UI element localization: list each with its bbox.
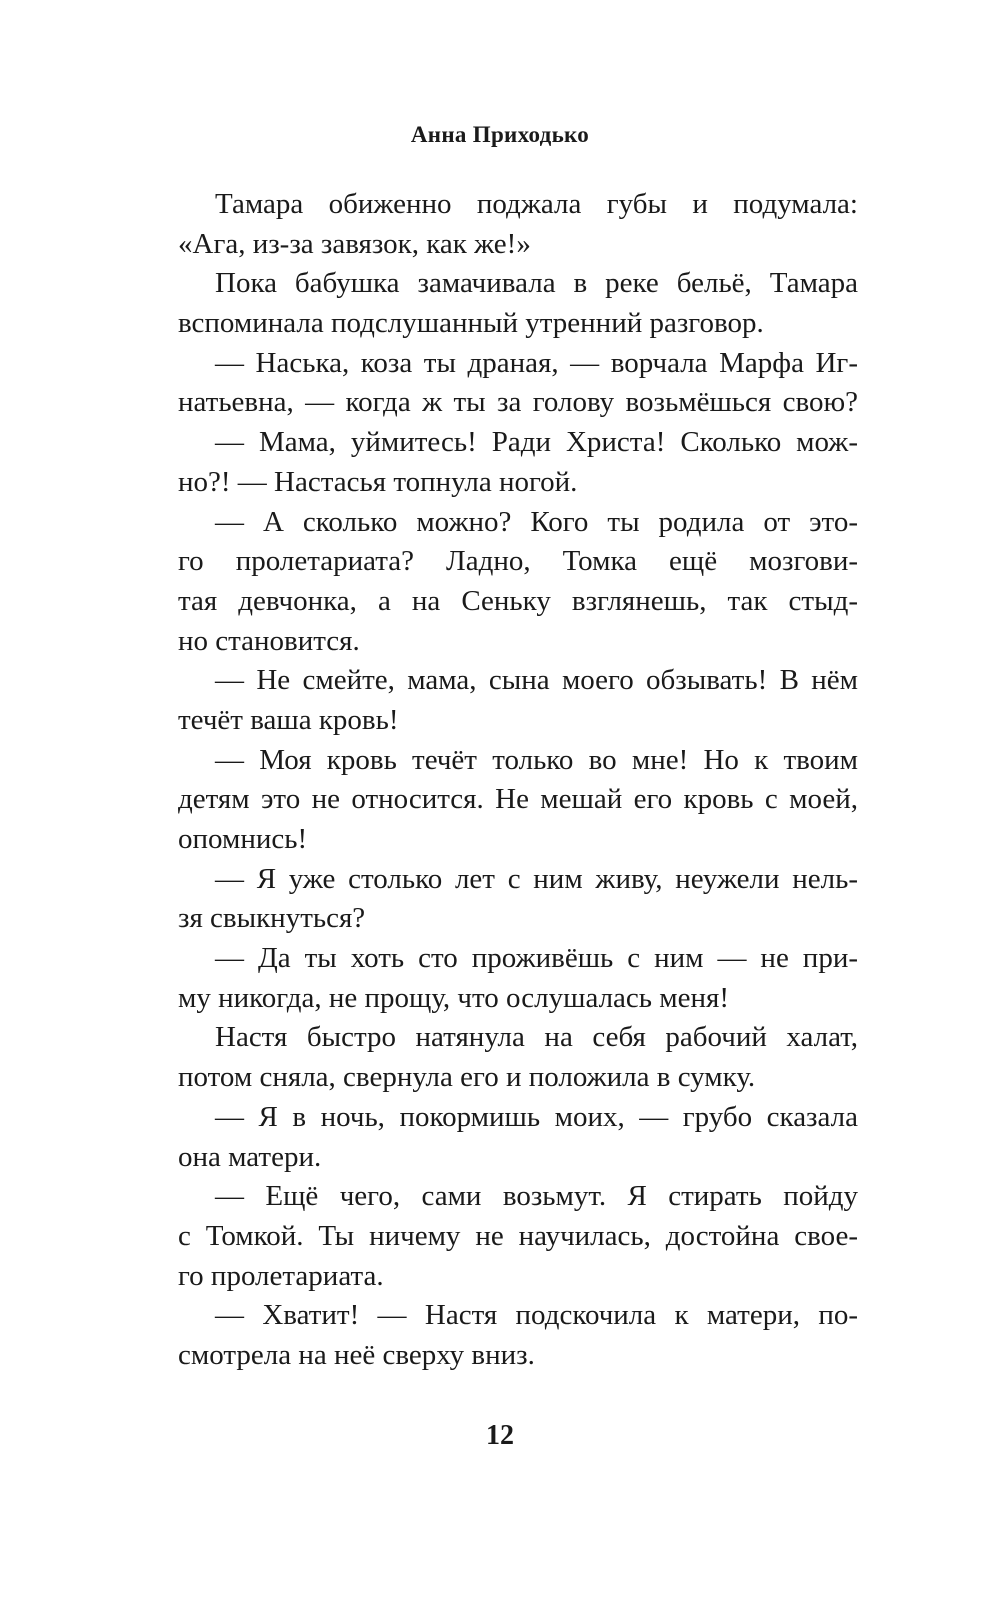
running-header-author: Анна Приходько (410, 122, 590, 147)
text-line: — Я уже столько лет с ним живу, неужели нель- (215, 862, 858, 895)
text-line: «Ага, из-за завязок, как же!» (178, 227, 531, 260)
text-line: го пролетариата. (178, 1259, 384, 1292)
text-line: Пока бабушка замачивала в реке бельё, Тамара (215, 267, 858, 300)
text-line: но становится. (178, 624, 360, 657)
text-line: го пролетариата? Ладно, Томка ещё мозгови- (178, 545, 858, 578)
text-line: тая девчонка, а на Сеньку взглянешь, так стыд- (178, 584, 858, 617)
text-line: — Ещё чего, сами возьмут. Я стирать пойду (215, 1180, 858, 1213)
page-number: 12 (486, 1420, 514, 1451)
text-line: потом сняла, свернула его и положила в сумку. (178, 1061, 756, 1094)
text-line: Настя быстро натянула на себя рабочий халат, (215, 1021, 858, 1054)
text-line: она матери. (178, 1140, 322, 1173)
text-line: с Томкой. Ты ничему не научилась, достойна свое- (178, 1219, 858, 1252)
text-line: — Наська, коза ты драная, — ворчала Марфа Иг- (215, 346, 858, 379)
text-line: му никогда, не прощу, что ослушалась меня! (178, 981, 729, 1014)
text-line: — Я в ночь, покормишь моих, — грубо сказала (215, 1100, 858, 1133)
text-line: детям это не относится. Не мешай его кровь с моей, (178, 783, 858, 816)
page-body-text (178, 185, 858, 1376)
text-line: но?! — Настасья топнула ногой. (178, 465, 578, 498)
text-line: — Хватит! — Настя подскочила к матери, по- (215, 1299, 858, 1332)
text-line: — Мама, уймитесь! Ради Христа! Сколько мож- (215, 426, 858, 459)
text-line: натьевна, — когда ж ты за голову возьмёшься свою? (178, 386, 858, 419)
text-line: смотрела на неё сверху вниз. (178, 1338, 535, 1371)
text-line: опомнись! (178, 823, 308, 855)
text-line: вспоминала подслушанный утренний разговор. (178, 307, 764, 340)
text-line: — Да ты хоть сто проживёшь с ним — не при- (215, 942, 858, 975)
text-line: зя свыкнуться? (178, 902, 366, 935)
text-line: — А сколько можно? Кого ты родила от это- (215, 505, 858, 538)
text-line: — Моя кровь течёт только во мне! Но к твоим (215, 743, 858, 776)
text-line: течёт ваша кровь! (178, 703, 399, 736)
text-line: — Не смейте, мама, сына моего обзывать! В нём (215, 664, 858, 697)
text-line: Тамара обиженно поджала губы и подумала: (215, 188, 858, 220)
